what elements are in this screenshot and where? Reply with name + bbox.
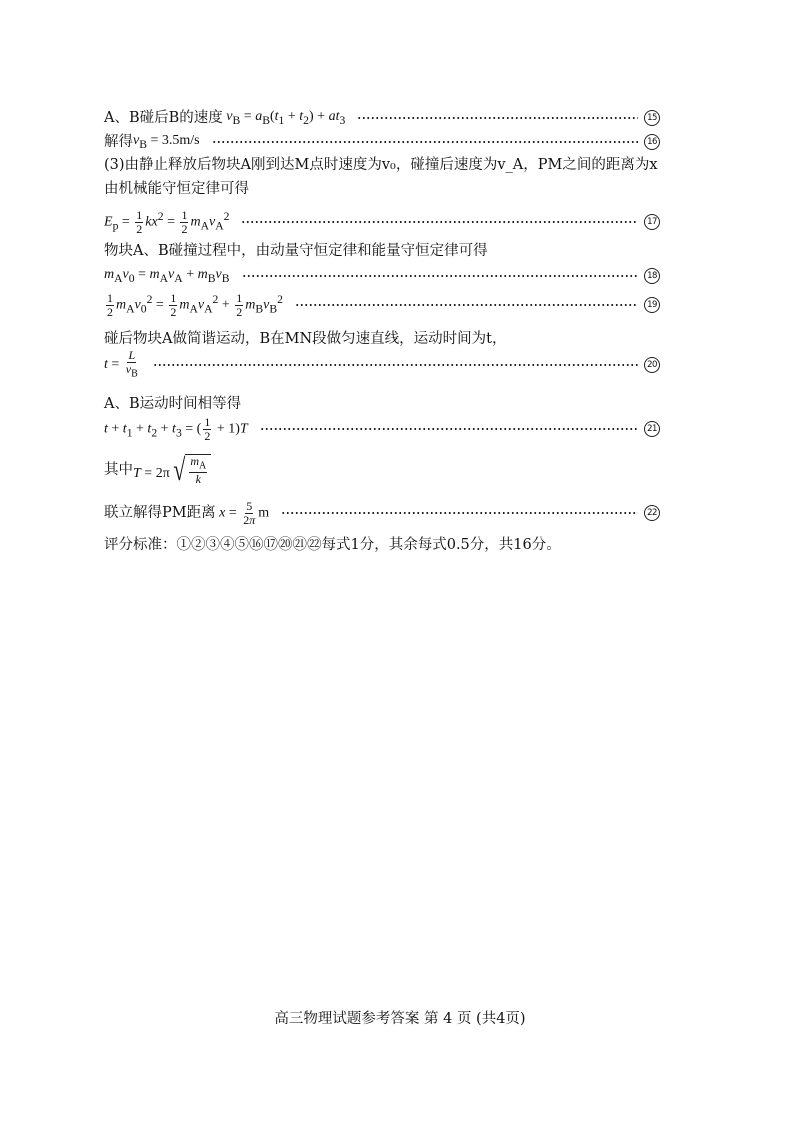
line-20-formula: t = $\frac{L}{v_B}$ [104,348,138,380]
line-16-formula: $v_B = 3.5m/s$ [133,133,200,151]
line-15-formula: $v_B = a_B(t_1 + t_2) + at_3$ [226,109,346,127]
equation-number-21: 21 [644,421,660,437]
leader-dots [295,304,638,306]
line-22-text: 联立解得PM距离 [104,504,216,521]
leader-dots [212,141,638,143]
page-footer: 高三物理试题参考答案 第 4 页 (共4页) [274,1011,526,1027]
equation-number-19: 19 [644,297,660,313]
leader-dots [281,512,638,514]
line-22-formula: x = $\frac{5}{2\pi}$ m [219,498,270,527]
energy-intro [104,182,660,197]
collision-intro [104,244,660,259]
line-18-formula: $m_Av_0 = m_Av_A + m_Bv_B$ [104,267,230,285]
equation-number-18: 18 [644,268,660,284]
equation-line-19 [104,289,660,321]
period-text: 其中 [104,461,133,478]
equation-number-17: 17 [644,214,660,230]
equation-number-15: 15 [644,110,660,126]
equal-time-intro-text: A、B运动时间相等得 [104,396,242,412]
part3-intro-text: (3)由静止释放后物块A刚到达M点时速度为v₀，碰撞后速度为v_A，PM之间的距离为x [104,157,658,173]
equation-line-17 [104,205,660,239]
line-21-formula: $t + t_1 + t_2 + t_3$ = ( $\frac{1}{2}$ + 1)T [104,414,248,443]
period-formula: T = 2π √ $\frac{m_A}{k}$ [133,454,211,486]
equation-number-20: 20 [644,357,660,373]
equation-line-18 [104,268,660,284]
equation-number-22: 22 [644,505,660,521]
energy-intro-text: 由机械能守恒定律可得 [104,181,249,197]
equation-line-21 [104,412,660,446]
leader-dots [357,117,638,119]
collision-intro-text: 物块A、B碰撞过程中，由动量守恒定律和能量守恒定律可得 [104,243,488,259]
shm-intro [104,332,660,347]
equation-line-22 [104,496,660,530]
equal-time-intro [104,397,660,412]
leader-dots [241,221,638,223]
leader-dots [260,428,638,430]
line-15-text: A、B碰后B的速度 [104,109,223,126]
equation-line-15 [104,110,660,126]
period-line [104,452,660,488]
leader-dots [242,275,639,277]
line-17-formula: $E_p$ = $\frac{1}{2}$ $kx^2$ = $\frac{1}{2}$ $m_Av_A^2$ [104,207,230,236]
equation-number-16: 16 [644,134,660,150]
leader-dots [153,364,638,366]
line-16-text: 解得 [104,133,133,150]
scoring-criteria-text: 评分标准：①②③④⑤⑯⑰⑳㉑㉒每式1分，其余每式0.5分，共16分。 [104,537,561,553]
equation-line-16 [104,134,660,150]
shm-intro-text: 碰后物块A做简谐运动，B在MN段做匀速直线，运动时间为t， [104,331,507,347]
equation-line-20 [104,348,660,382]
line-19-formula: $\frac{1}{2}$ $m_Av_0^2$ = $\frac{1}{2}$ $m_Av_A^2$ + $\frac{1}{2}$ $m_Bv_B^2$ [107,290,283,319]
part3-intro [104,158,664,173]
scoring-criteria [104,538,660,553]
